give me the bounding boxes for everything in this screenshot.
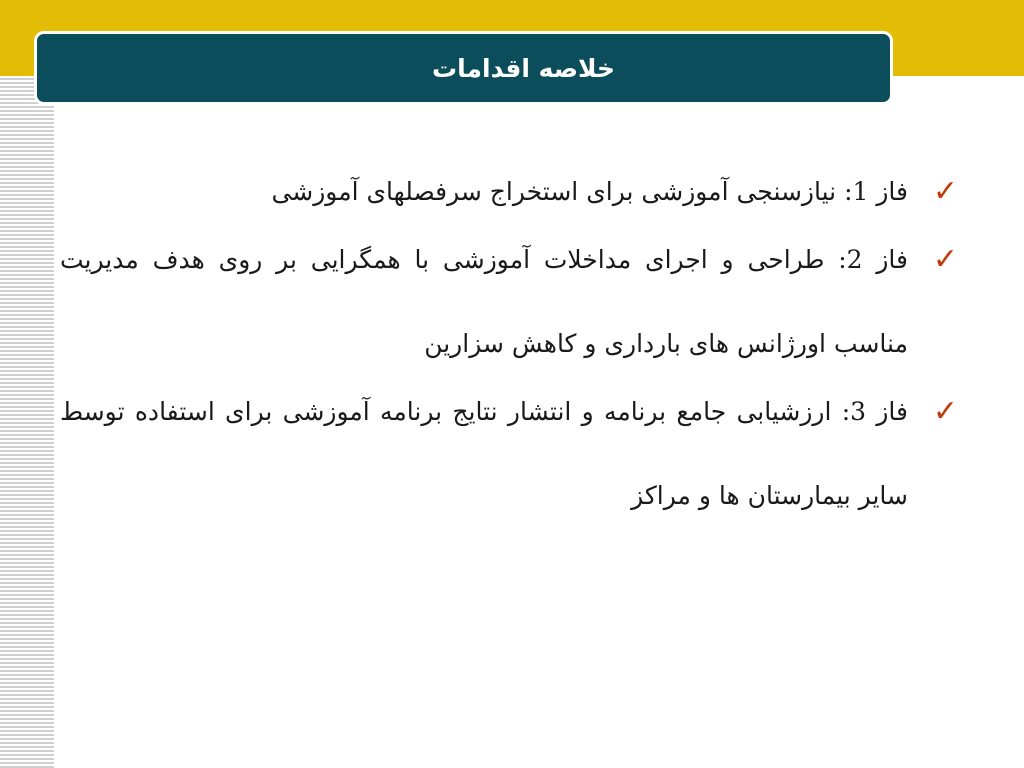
title-bar bbox=[34, 31, 893, 105]
list-item-text: فاز 1: نیازسنجی آموزشی برای استخراج سرفصلهای آموزشی bbox=[271, 177, 908, 206]
slide-title: خلاصه اقدامات bbox=[432, 53, 615, 83]
checkmark-icon: ✓ bbox=[932, 394, 958, 429]
checkmark-icon: ✓ bbox=[932, 174, 958, 209]
list-item-text: فاز 3: ارزشیابی جامع برنامه و انتشار نتایج برنامه آموزشی برای استفاده توسط سایر بیمارستان ها و مراکز bbox=[60, 397, 908, 510]
side-stripe-pattern bbox=[0, 76, 54, 768]
list-item-text: فاز 2: طراحی و اجرای مداخلات آموزشی با همگرایی بر روی هدف مدیریت مناسب اورژانس های بارداری و کاهش سزارین bbox=[60, 245, 908, 358]
checkmark-icon: ✓ bbox=[932, 242, 958, 277]
list-item bbox=[60, 390, 964, 538]
list-item bbox=[60, 238, 964, 386]
bullet-list bbox=[60, 170, 964, 542]
